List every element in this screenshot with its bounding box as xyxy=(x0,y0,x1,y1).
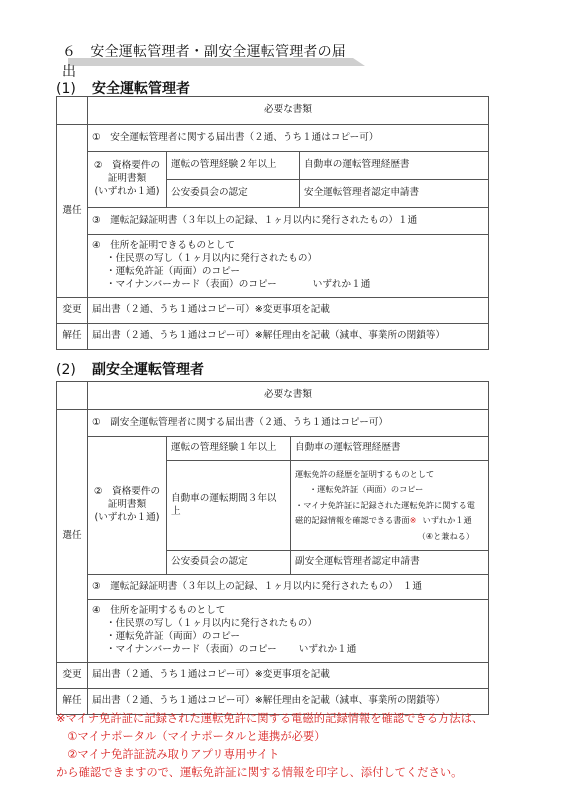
table-2-qual-cond-3: 公安委員会の認定 xyxy=(167,551,291,575)
footnote-line-2: ①マイナポータル（マイナポータルと連携が必要） xyxy=(56,730,326,743)
subsection-1-number: (1) xyxy=(56,81,76,97)
table-2-qual-cond-1: 運転の管理経験１年以上 xyxy=(167,437,291,461)
table-2-row-4 xyxy=(88,600,489,663)
row-4-title: ④ 住所を証明できるものとして xyxy=(92,240,235,252)
table-2-change-label: 変更 xyxy=(57,663,88,689)
table-1-row-4 xyxy=(88,235,489,298)
table-2-dismiss-label: 解任 xyxy=(57,689,88,715)
footnote-line-3: ②マイナ免許証読み取りアプリ専用サイト xyxy=(56,748,280,761)
table-2-qual-cond-2: 自動車の運転期間３年以上 xyxy=(167,461,291,551)
table-1-dismiss: 届出書（２通、うち１通はコピー可）※解任理由を記載（減車、事業所の閉鎖等） xyxy=(88,324,489,350)
footnote-line-1: ※マイナ免許証に記録された運転免許に関する電磁的記録情報を確認できる方法は、 xyxy=(56,712,484,725)
qual2-doc-line-4 xyxy=(295,513,484,529)
table-2-qual-doc-1: 自動車の運転管理経歴書 xyxy=(291,437,489,461)
table-2-qual-doc-2 xyxy=(291,461,489,551)
qual2-label-line-2: 証明書類 xyxy=(107,499,147,511)
qual2-label-line-1: ② 資格要件の xyxy=(93,486,161,498)
qual2-label-line-3: (いずれか１通) xyxy=(94,511,160,523)
section-heading-text: ６ 安全運転管理者・副安全運転管理者の届出 xyxy=(62,44,346,80)
table-1-qual-cond-2: 公安委員会の認定 xyxy=(167,180,300,208)
row-4-item-2: ・運転免許証（両面）のコピー xyxy=(106,266,240,277)
row2-4-item-3-text: ・マイナンバーカード（表面）のコピー xyxy=(106,643,277,655)
table-1-qual-cond-1: 運転の管理経験２年以上 xyxy=(167,152,300,180)
table-1-change-label: 変更 xyxy=(57,298,88,324)
table-2-change: 届出書（２通、うち１通はコピー可）※変更事項を記載 xyxy=(88,663,489,689)
qual-label-line-2: 証明書類 xyxy=(107,173,147,185)
table-1-corner xyxy=(57,97,88,125)
row-4-item-3-text: ・マイナンバーカード（表面）のコピー xyxy=(106,278,277,290)
table-1 xyxy=(56,96,489,350)
table-2 xyxy=(56,381,489,715)
subsection-1-title xyxy=(56,78,190,98)
table-2-header: 必要な書類 xyxy=(88,382,489,410)
table-1-row-3: ③ 運転記録証明書（３年以上の記録、１ヶ月以内に発行されたもの）１通 xyxy=(88,208,489,235)
row-4-note: いずれか１通 xyxy=(312,278,371,290)
table-1-header: 必要な書類 xyxy=(88,97,489,125)
table-2-qual-doc-3: 副安全運転管理者認定申請書 xyxy=(291,551,489,575)
qual2-doc-line-1: 運転免許の経歴を証明するものとして xyxy=(295,468,435,479)
footnote-line-4: から確認できますので、運転免許証に関する情報を印字し、添付してください。 xyxy=(56,766,463,779)
row-4-item-3 xyxy=(92,279,484,292)
table-1-change: 届出書（２通、うち１通はコピー可）※変更事項を記載 xyxy=(88,298,489,324)
subsection-1-label: 安全運転管理者 xyxy=(92,81,190,97)
section-heading xyxy=(58,41,355,81)
row2-4-item-1: ・住民票の写し（１ヶ月以内に発行されたもの） xyxy=(106,618,318,630)
qual-label-line-1: ② 資格要件の xyxy=(93,160,161,172)
table-2-row-1: ① 副安全運転管理者に関する届出書（２通、うち１通はコピー可） xyxy=(88,410,489,437)
qual2-doc-line-5: （④と兼ねる） xyxy=(417,530,475,541)
row2-4-title: ④ 住所を証明するものとして xyxy=(92,605,226,617)
table-1-qual-label xyxy=(88,152,167,208)
qual2-doc-line-4-text: 磁的記録情報を確認できる書面 xyxy=(295,515,410,526)
row2-4-item-3 xyxy=(92,644,484,657)
table-1-row-1: ① 安全運転管理者に関する届出書（２通、うち１通はコピー可） xyxy=(88,125,489,152)
table-1-qual-doc-2: 安全運転管理者認定申請書 xyxy=(300,180,489,208)
qual2-doc-line-2: ・運転免許証（両面）のコピー xyxy=(309,484,424,495)
subsection-2-title xyxy=(56,359,204,379)
row2-4-note: いずれか１通 xyxy=(298,643,357,655)
qual2-doc-line-3: ・マイナ免許証に記録された運転免許に関する電 xyxy=(295,499,475,510)
subsection-2-number: (2) xyxy=(56,362,76,378)
qual2-note-mark: ※ xyxy=(409,515,417,526)
table-2-corner xyxy=(57,382,88,410)
table-2-qual-label xyxy=(88,437,167,575)
table-1-senin-label: 選任 xyxy=(57,125,88,298)
row2-4-item-2: ・運転免許証（両面）のコピー xyxy=(106,631,240,642)
qual-label-line-3: (いずれか１通) xyxy=(94,185,160,197)
table-2-dismiss: 届出書（２通、うち１通はコピー可）※解任理由を記載（減車、事業所の閉鎖等） xyxy=(88,689,489,715)
table-1-qual-doc-1: 自動車の運転管理経歴書 xyxy=(300,152,489,180)
qual2-doc-line-4-note: いずれか１通 xyxy=(422,515,472,526)
table-2-row-3: ③ 運転記録証明書（３年以上の記録、１ヶ月以内に発行されたもの） １通 xyxy=(88,575,489,600)
table-1-dismiss-label: 解任 xyxy=(57,324,88,350)
footnote xyxy=(56,710,526,782)
subsection-2-label: 副安全運転管理者 xyxy=(92,362,204,378)
row-4-item-1: ・住民票の写し（１ヶ月以内に発行されたもの） xyxy=(106,253,318,265)
table-2-senin-label: 選任 xyxy=(57,410,88,663)
